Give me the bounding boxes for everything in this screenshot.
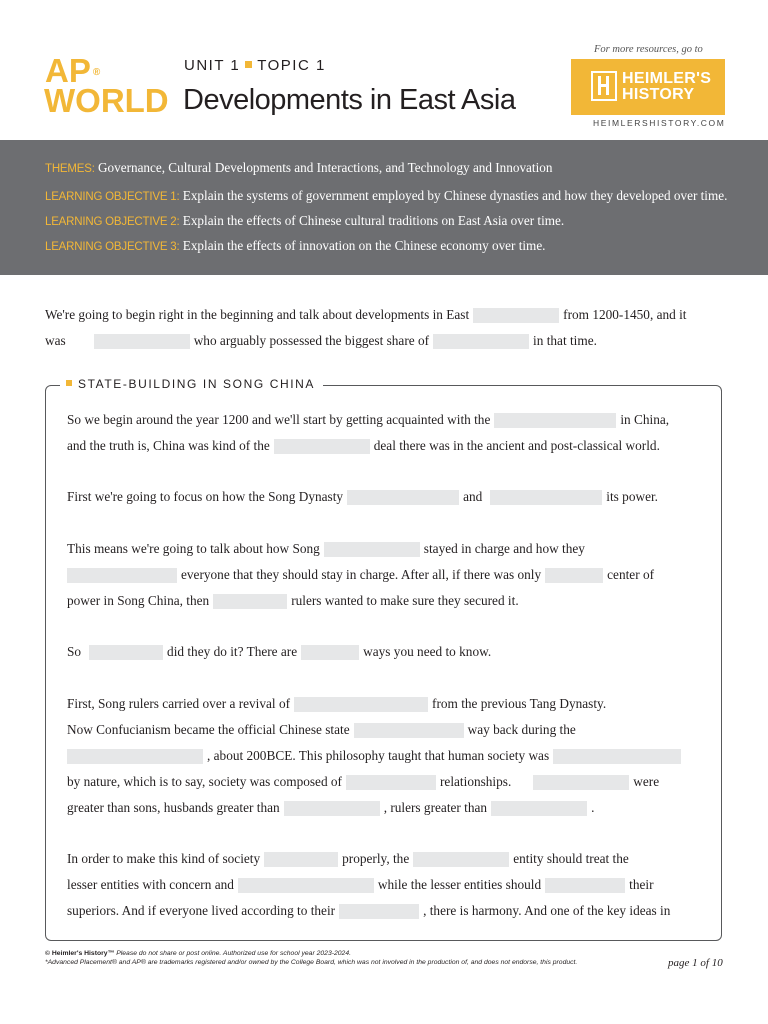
fill-blank[interactable] xyxy=(264,852,338,867)
trademark-notice: *Advanced Placement® and AP® are trademarks registered and/or owned by the College Board, which was not involved in the production of, and does not endorse, this product. xyxy=(45,959,578,966)
fill-blank[interactable] xyxy=(324,542,420,557)
fill-blank[interactable] xyxy=(67,749,203,764)
fill-blank[interactable] xyxy=(94,334,190,349)
p3-line-2: everyone that they should stay in charge. After all, if there was only center of xyxy=(67,567,654,583)
themes-line: THEMES: Governance, Cultural Developments and Interactions, and Technology and Innovation xyxy=(45,160,553,175)
p1-line-1: So we begin around the year 1200 and we'll start by getting acquainted with the in China, xyxy=(67,412,670,427)
heimlers-history-logo[interactable] xyxy=(571,59,725,115)
fill-blank[interactable] xyxy=(284,801,380,816)
fill-blank[interactable] xyxy=(354,723,464,738)
learning-objective-2: LEARNING OBJECTIVE 2: Explain the effects of Chinese cultural traditions on East Asia over time. xyxy=(45,213,565,228)
ap-logo: AP ® xyxy=(45,52,101,89)
fill-blank[interactable] xyxy=(89,645,163,660)
p5-line-1: First, Song rulers carried over a revival of from the previous Tang Dynasty. xyxy=(67,696,607,711)
p6-line-2: lesser entities with concern and while the lesser entities should their xyxy=(67,877,654,892)
square-bullet-icon xyxy=(66,380,72,386)
p3-line-1: This means we're going to talk about how Song stayed in charge and how they xyxy=(67,541,585,556)
p5-line-4: by nature, which is to say, society was composed of relationships. were xyxy=(67,774,660,789)
intro-line-1: We're going to begin right in the beginning and talk about developments in East from 1200-1450, and it xyxy=(45,307,687,322)
fill-blank[interactable] xyxy=(545,878,625,893)
fill-blank[interactable] xyxy=(494,413,616,428)
fill-blank[interactable] xyxy=(413,852,509,867)
fill-blank[interactable] xyxy=(490,490,602,505)
p4-line: So did they do it? There are ways you need to know. xyxy=(67,644,492,659)
fill-blank[interactable] xyxy=(67,568,177,583)
fill-blank[interactable] xyxy=(553,749,681,764)
fill-blank[interactable] xyxy=(545,568,603,583)
fill-blank[interactable] xyxy=(433,334,529,349)
p6-line-3: superiors. And if everyone lived according to their , there is harmony. And one of the key ideas in xyxy=(67,903,671,918)
fill-blank[interactable] xyxy=(346,775,436,790)
brand-wordmark: HEIMLER'S HISTORY xyxy=(622,70,712,103)
fill-blank[interactable] xyxy=(533,775,629,790)
world-logo: WORLD xyxy=(44,82,169,119)
brand-url-link[interactable]: HEIMLERSHISTORY.COM xyxy=(593,118,726,128)
p5-line-3: , about 200BCE. This philosophy taught that human society was xyxy=(67,748,685,764)
p2-line: First we're going to focus on how the Song Dynasty and its power. xyxy=(67,489,658,504)
learning-objective-1: LEARNING OBJECTIVE 1: Explain the systems of government employed by Chinese dynasties and how they developed over time. xyxy=(45,188,728,203)
fill-blank[interactable] xyxy=(213,594,287,609)
p6-line-1: In order to make this kind of society properly, the entity should treat the xyxy=(67,851,629,866)
page-title: Developments in East Asia xyxy=(183,84,516,116)
fill-blank[interactable] xyxy=(339,904,419,919)
fill-blank[interactable] xyxy=(294,697,428,712)
objectives-band xyxy=(0,140,768,275)
square-bullet-icon xyxy=(245,61,252,68)
p5-line-5: greater than sons, husbands greater than , rulers greater than . xyxy=(67,800,595,815)
fill-blank[interactable] xyxy=(491,801,587,816)
fill-blank[interactable] xyxy=(238,878,374,893)
copyright-notice: © Heimler's History™ Please do not share or post online. Authorized use for school year 2023-2024. xyxy=(45,950,352,957)
p3-line-3: power in Song China, then rulers wanted to make sure they secured it. xyxy=(67,593,519,608)
fill-blank[interactable] xyxy=(347,490,459,505)
page-number: page 1 of 10 xyxy=(668,957,723,969)
fill-blank[interactable] xyxy=(274,439,370,454)
more-resources-text: For more resources, go to xyxy=(594,44,703,55)
p1-line-2: and the truth is, China was kind of the deal there was in the ancient and post-classical world. xyxy=(67,438,660,453)
p5-line-2: Now Confucianism became the official Chinese state way back during the xyxy=(67,722,576,737)
fill-blank[interactable] xyxy=(473,308,559,323)
unit-topic-label: UNIT 1 TOPIC 1 xyxy=(184,57,326,74)
intro-line-2: was who arguably possessed the biggest share of in that time. xyxy=(45,333,597,348)
fill-blank[interactable] xyxy=(301,645,359,660)
section-title: STATE-BUILDING IN SONG CHINA xyxy=(60,377,323,391)
hh-monogram-icon xyxy=(591,71,617,101)
learning-objective-3: LEARNING OBJECTIVE 3: Explain the effects of innovation on the Chinese economy over time. xyxy=(45,238,546,253)
